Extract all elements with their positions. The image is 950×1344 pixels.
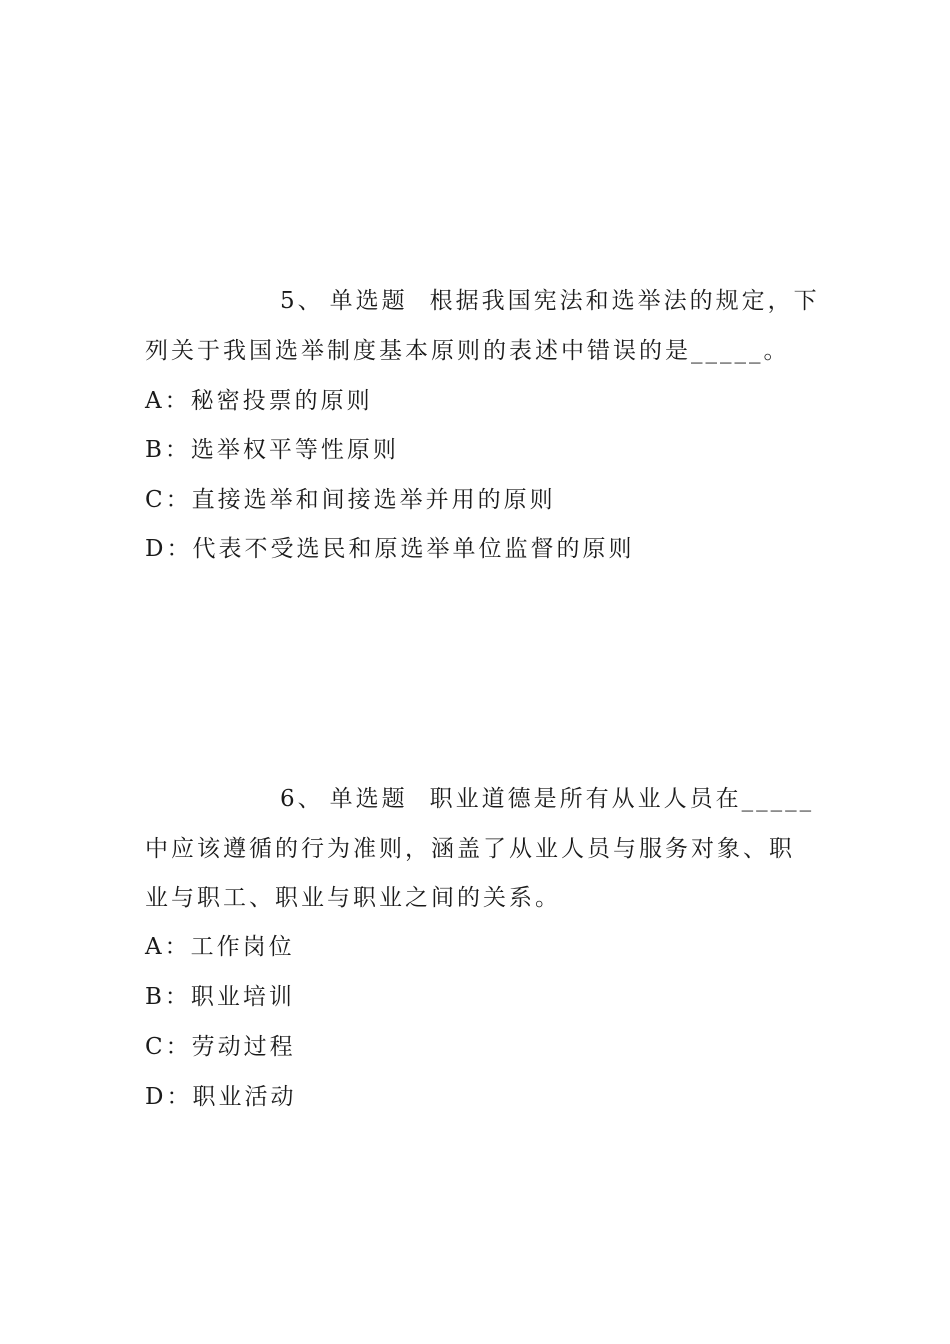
option-d: D：代表不受选民和原选举单位监督的原则 xyxy=(145,536,635,562)
question-number: 5、 xyxy=(280,288,324,314)
question-type: 单选题 xyxy=(329,288,408,314)
question-stem-continued: 列关于我国选举制度基本原则的表述中错误的是_____。 xyxy=(145,338,790,364)
question-stem: 职业道德是所有从业人员在_____ xyxy=(429,786,815,812)
option-a: A：秘密投票的原则 xyxy=(145,388,373,414)
question-5-heading xyxy=(280,286,820,316)
option-c: C：直接选举和间接选举并用的原则 xyxy=(145,487,556,513)
option-a: A：工作岗位 xyxy=(145,934,295,960)
option-d: D：职业活动 xyxy=(145,1084,297,1110)
question-number: 6、 xyxy=(280,786,324,812)
question-stem-continued: 中应该遵循的行为准则，涵盖了从业人员与服务对象、职 xyxy=(145,836,795,862)
option-b: B：职业培训 xyxy=(145,984,295,1010)
question-type: 单选题 xyxy=(329,786,408,812)
question-6-heading xyxy=(280,784,814,814)
option-c: C：劳动过程 xyxy=(145,1034,296,1060)
option-b: B：选举权平等性原则 xyxy=(145,437,399,463)
question-stem-continued: 业与职工、职业与职业之间的关系。 xyxy=(145,885,561,911)
question-stem: 根据我国宪法和选举法的规定，下 xyxy=(429,288,820,314)
